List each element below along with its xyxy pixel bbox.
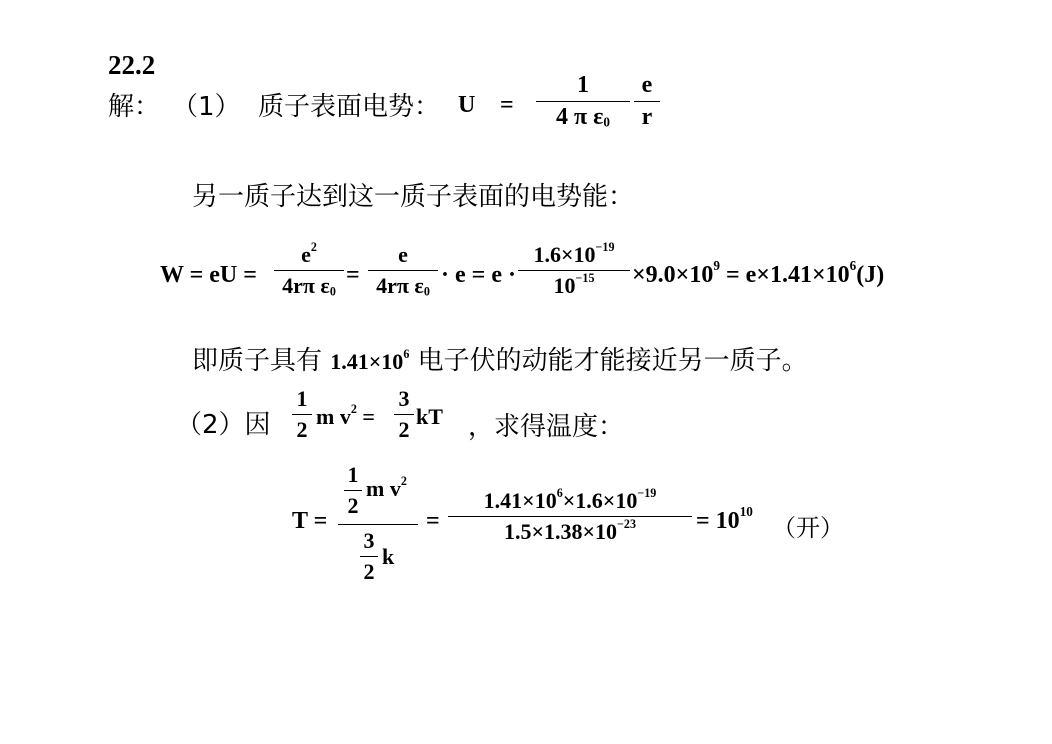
den-superscript: −15: [575, 271, 595, 286]
fraction-denominator: [274, 273, 344, 299]
fraction-denominator: 2: [398, 417, 410, 442]
fraction-coulomb-constant: [536, 72, 630, 131]
num-text: ×1.6×10: [562, 488, 638, 513]
mv2-term: [366, 476, 407, 502]
fraction-numerator: e: [398, 242, 408, 267]
den-text: 4rπ ε: [376, 273, 424, 298]
den-subscript: 0: [423, 284, 430, 299]
equals-sign: =: [346, 262, 360, 288]
tail-text: = e×1.41×10: [719, 262, 850, 288]
num-text: 1.6×10: [533, 242, 596, 267]
kt-term: kT: [416, 404, 443, 429]
fraction-denominator: [448, 519, 692, 545]
equals-sign: =: [426, 508, 440, 534]
den-text: 4rπ ε: [282, 273, 330, 298]
statement-pre: 即质子具有: [192, 346, 331, 376]
mv2-term: [316, 404, 375, 430]
fraction-denominator: [518, 273, 630, 299]
problem-number: 22.2: [108, 50, 156, 80]
result-text: = 10: [696, 508, 740, 534]
fraction-denominator: 2: [296, 417, 308, 442]
potential-symbol: U: [458, 92, 476, 118]
fraction-half: [344, 462, 362, 519]
solution-label: 解：: [108, 92, 161, 122]
fraction-numerator: 1: [296, 386, 308, 411]
fraction-bar: [360, 556, 378, 557]
fraction-denominator: 2: [347, 493, 359, 518]
mv-text: m v: [366, 476, 401, 501]
den-subscript: 0: [603, 114, 610, 130]
mv-text: m v: [316, 404, 351, 429]
k-term: k: [382, 544, 395, 569]
fraction-bar: [536, 101, 630, 102]
fraction-e-over-r: [634, 72, 660, 131]
unit-joule: (J): [856, 262, 885, 288]
fraction-denominator: r: [641, 104, 653, 130]
den-text: 1.5×1.38×10: [503, 519, 618, 544]
fraction-denominator: [536, 104, 630, 131]
part2-number: （2）因: [176, 410, 271, 440]
fraction-numerator: 1: [347, 462, 359, 487]
tail-superscript: 6: [849, 258, 857, 274]
main-fraction-bar: [338, 524, 418, 525]
t-lhs: T =: [292, 508, 328, 534]
energy-statement: 另一质子达到这一质子表面的电势能：: [192, 182, 635, 212]
fraction-bar: [274, 270, 344, 271]
fraction-bar: [448, 516, 692, 517]
fraction-bar: [344, 490, 362, 491]
den-text: 10: [553, 273, 576, 298]
fraction-three-halves: [360, 528, 378, 585]
fraction-numerator: [518, 242, 630, 268]
fraction-denominator: 2: [363, 559, 375, 584]
fraction-numerator: 3: [398, 386, 410, 411]
part1-text: 质子表面电势：: [258, 92, 441, 122]
num-superscript: −19: [637, 486, 657, 501]
w-tail: [632, 258, 885, 289]
den-superscript: −23: [617, 517, 637, 532]
mv-superscript: 2: [350, 402, 357, 417]
fraction-bar: [394, 414, 414, 415]
fraction-three-halves: [394, 386, 414, 443]
fraction-numerator: [448, 488, 692, 514]
kinetic-energy-statement: [192, 340, 808, 377]
den-subscript: 0: [329, 284, 336, 299]
equals-sign: =: [362, 404, 375, 429]
compound-fraction: [338, 462, 420, 590]
fraction-bar: [292, 414, 312, 415]
fraction-numerator: [274, 242, 344, 268]
fraction-half: [292, 386, 312, 443]
temperature-result: [696, 504, 753, 535]
energy-value: [330, 349, 409, 374]
w-lhs: W = eU =: [160, 262, 257, 288]
num-superscript: −19: [595, 240, 615, 255]
fraction-numeric: [518, 242, 630, 299]
fraction-e2: [274, 242, 344, 299]
equals-sign: =: [500, 92, 514, 118]
num-superscript: 2: [310, 240, 317, 255]
fraction-e: [368, 242, 438, 299]
num-superscript: 6: [556, 486, 563, 501]
part1-number: （1）: [172, 92, 241, 122]
den-text: 4 π ε: [556, 104, 604, 130]
num-text: 1.41×10: [483, 488, 557, 513]
fraction-bar: [518, 270, 630, 271]
unit-kelvin: （开）: [772, 514, 844, 542]
fraction-numerator: 1: [577, 72, 589, 98]
value-superscript: 6: [403, 347, 410, 362]
part2-text: ，求得温度：: [468, 412, 625, 442]
fraction-bar: [368, 270, 438, 271]
tail-superscript: 9: [713, 258, 720, 274]
mv-superscript: 2: [400, 474, 407, 489]
statement-post: 电子伏的动能才能接近另一质子。: [409, 346, 808, 376]
tail-text: ×9.0×10: [632, 262, 714, 288]
result-superscript: 10: [739, 504, 753, 520]
fraction-denominator: [368, 273, 438, 299]
w-middle: · e = e ·: [441, 262, 516, 288]
fraction-bar: [634, 101, 660, 102]
fraction-temperature: [448, 488, 692, 545]
fraction-numerator: 3: [363, 528, 375, 553]
num-text: e: [301, 242, 311, 267]
fraction-numerator: e: [641, 72, 653, 98]
value-text: 1.41×10: [330, 349, 404, 374]
